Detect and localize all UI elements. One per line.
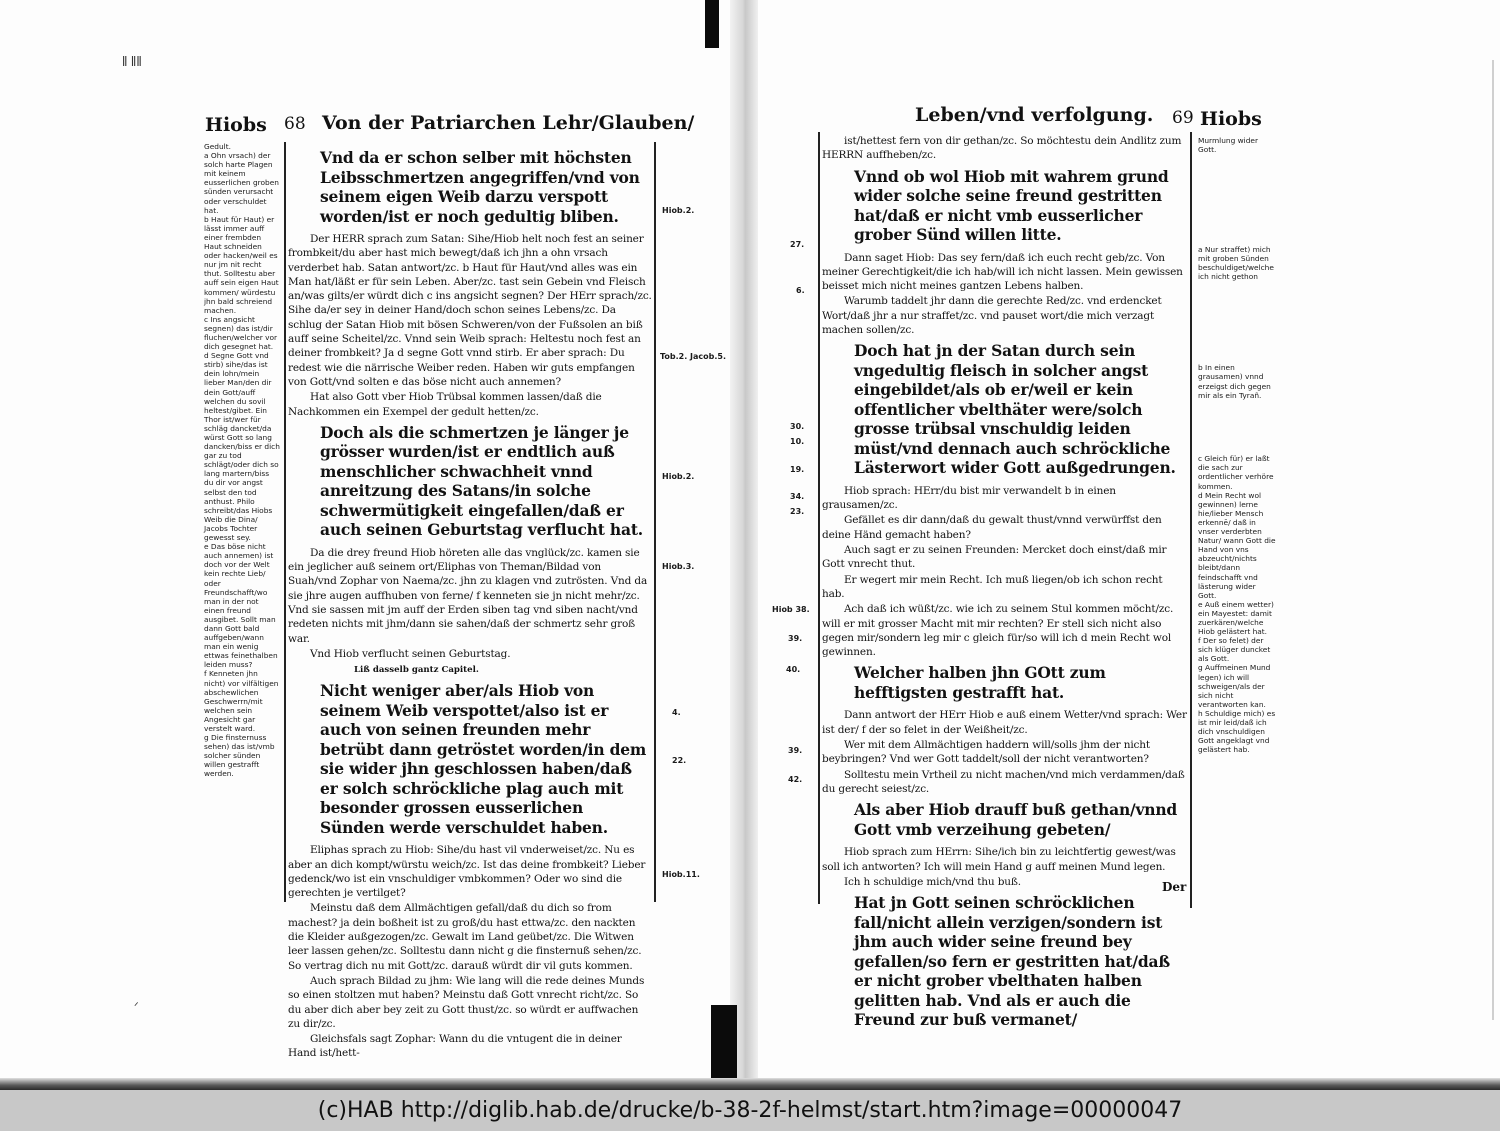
source-citation-bar xyxy=(0,1090,1500,1131)
body-paragraph: Der HERR sprach zum Satan: Sihe/Hiob helt noch fest an seiner frombkeit/du aber hast mich bewegt/daß ich jhn a ohn vrsach verderbet hab. Satan antwort/zc. b Haut für Haut/vnd alles was ein Man hat/läßt er für sein Leben. Aber/zc. tast sein Gebein vnd Fleisch an/was gilts/er würdt dich c ins angsicht segnen? Der HErr sprach/zc. Sihe da/er sey in deiner Hand/doch schon seines Lebens/zc. Da schlug der Satan Hiob mit bösen Schweren/von der Fußsolen an biß auff seine Scheitel/zc. Vnnd sein Weib sprach: Heltestu noch fest an deiner frombkeit? Ja d segne Gott vnnd stirb. Er aber sprach: Du redest wie die närrische Weiber reden. Haben wir guts empfangen von Gott/vnd solten e das böse nicht auch annemen? xyxy=(288,233,652,388)
right-reference: 40. xyxy=(786,665,801,674)
right-reference: 6. xyxy=(796,286,805,295)
right-side-title: Hiobs xyxy=(1200,108,1262,130)
body-paragraph: Dann saget Hiob: Das sey fern/daß ich euch recht geb/zc. Von meiner Gerechtigkeit/die ich hab/will ich nicht lassen. Mein gewissen beisset mich nicht meines gantzen Lebens halben. xyxy=(822,251,1183,293)
gutter-ink-blot-bottom xyxy=(711,1005,737,1080)
body-paragraph: Auch sagt er zu seinen Freunden: Mercket doch einst/daß mir Gott vnrecht thut. xyxy=(822,544,1167,571)
summary-paragraph: Als aber Hiob drauff buß gethan/vnnd Gott vmb verzeihung gebeten/ xyxy=(854,800,1178,839)
body-paragraph: Wer mit dem Allmächtigen haddern will/solls jhm der nicht beybringen? Vnd wer Gott taddelt/soll der nicht verantworten? xyxy=(822,739,1150,766)
body-paragraph: Warumb taddelt jhr dann die gerechte Red/zc. vnd erdencket Wort/daß jhr a nur straffet/zc. vnd pauset wort/die mich verzagt machen sollen/zc. xyxy=(822,295,1162,337)
summary-paragraph: Hat jn Gott seinen schröcklichen fall/nicht allein verzigen/sondern ist jhm auch wider seine freund bey gefallen/so fern er gestritten hat/daß er nicht grober vbelthaten halben gelitten hab. Vnd als er auch die Freund zur buß vermanet/ xyxy=(854,893,1170,1030)
left-reference: Hiob.3. xyxy=(662,562,695,571)
left-body-text xyxy=(288,144,652,1060)
right-reference: 10. xyxy=(790,437,805,446)
right-reference: 30. xyxy=(790,422,805,431)
summary-paragraph: Vnnd ob wol Hiob mit wahrem grund wider solche seine freund gestritten hat/daß er nicht vmb eusserlicher grober Sünd willen litte. xyxy=(854,166,1169,245)
summary-paragraph: Vnd da er schon selber mit höchsten Leibsschmertzen angegriffen/vnd von seinem eigen Weib darzu verspott worden/ist er noch gedultig bliben. xyxy=(320,148,640,226)
right-reference: Hiob 38. xyxy=(772,605,810,614)
body-paragraph: Ich h schuldige mich/vnd thu buß. xyxy=(844,875,1021,888)
left-reference-rule xyxy=(654,142,656,902)
body-paragraph: Gefället es dir dann/daß du gewalt thust/vnnd verwürffst den deine Händ gemacht haben? xyxy=(822,514,1162,541)
right-reference-rule xyxy=(818,132,820,904)
right-reference: 42. xyxy=(788,775,803,784)
scan-bottom-edge xyxy=(0,1078,1500,1090)
left-margin-rule xyxy=(284,142,286,902)
left-page-number: 68 xyxy=(284,114,306,134)
left-reference: Hiob.11. xyxy=(662,870,700,879)
right-reference: 23. xyxy=(790,507,805,516)
body-paragraph: Da die drey freund Hiob höreten alle das vnglück/zc. kamen sie ein jeglicher auß seinem ort/Eliphas von Theman/Bildad von Suah/vnd Zophar von Naema/zc. jhn zu klagen vnd zutrösten. Vnd da sie jhre augen auffhuben von ferne/ f kenneten sie jn nicht mehr/zc. Vnd sie sassen mit jm auff der Erden siben tag vnd siben nacht/vnd redeten nichts mit jhm/dann sie sahen/daß der schmertz sehr groß war. xyxy=(288,546,648,645)
edge-mark-bottom-left: ᐟ xyxy=(134,1000,139,1013)
body-paragraph: Dann antwort der HErr Hiob e auß einem Wetter/vnd sprach: Wer ist der/ f der so felet in der Weißheit/zc. xyxy=(822,709,1187,736)
left-reference: 22. xyxy=(672,756,687,765)
right-reference: 39. xyxy=(788,746,803,755)
body-paragraph: Eliphas sprach zu Hiob: Sihe/du hast vil vnderweiset/zc. Nu es aber an dich kompt/würstu weich/zc. Ist das deine frombkeit? Lieber gedenck/wo ist ein vnschuldiger vmbkommen? Oder wo sind die gerechten je vertilget? xyxy=(288,844,646,900)
edge-mark-top-left: ǁ ǁǁ xyxy=(122,54,142,67)
body-paragraph: Gleichsfals sagt Zophar: Wann du die vntugent die in deiner Hand ist/hett- xyxy=(288,1033,622,1060)
left-reference: Tob.2. Jacob.5. xyxy=(660,352,727,361)
right-reference: 27. xyxy=(790,240,805,249)
catchword: Der xyxy=(1162,880,1187,894)
left-reference: Hiob.2. xyxy=(662,472,695,481)
right-page-edge xyxy=(1492,60,1494,1020)
left-margin-notes: Gedult. a Ohn vrsach) der solch harte Plagen mit keinem eusserlichen groben sünden verursacht oder verschuldet hat. b Haut für Haut) er lässt immer auff einer frembden Haut schneiden oder hacken/weil es nur jm nit recht thut. Solltestu aber auff sein eigen Haut kommen/ würdestu jhn bald schreiend machen. c Ins angsicht segnen) das ist/dir fluchen/welcher vor dich gesegnet hat. d Segne Gott vnd stirb) sihe/das ist dein lohn/mein lieber Man/den dir dein Gott/auff welchen du sovil heltest/gibet. Ein Thor ist/wer für schläg dancket/da würst Gott so lang dancken/biss er dich gar zu tod schlägt/oder dich so lang martern/biss du dir vor angst selbst den tod anthust. Philo schreibt/das Hiobs Weib die Dina/ Jacobs Tochter gewesst sey. e Das böse nicht auch annemen) ist doch vor der Welt kein rechte Lieb/ oder Freundschafft/wo man in der not einen freund ausgibet. Sollt man dann Gott bald auffgeben/wann man ein wenig ettwas feinethalben leiden muss? f Kenneten jhn nicht) vor vilfältigen abschewlichen Geschwerrn/mit welchen sein Angesicht gar verstelt ward. g Die finsternuss sehen) das ist/vmb solcher sünden willen gestrafft werden. xyxy=(204,142,280,779)
right-reference: 34. xyxy=(790,492,805,501)
body-paragraph: Ach daß ich wüßt/zc. wie ich zu seinem Stul kommen möcht/zc. will er mit grosser Macht mit mir rechten? Er stell sich nicht also gegen mir/sondern leg mir c gleich für/so will ich d mein Recht wol gewinnen. xyxy=(822,603,1174,659)
body-paragraph: ist/hettest fern von dir gethan/zc. So möchtestu dein Andlitz zum HERRN auffheben/zc. xyxy=(822,135,1182,162)
body-paragraph: Auch sprach Bildad zu jhm: Wie lang will die rede deines Munds so einen stoltzen mut haben? Meinstu daß Gott vnrecht richt/zc. So du aber dich aber bey zeit zu Gott thust/zc. so würdt er auffwachen zu dir/zc. xyxy=(288,974,645,1030)
left-reference: Hiob.2. xyxy=(662,206,695,215)
summary-paragraph: Doch hat jn der Satan durch sein vngedultig fleisch in solcher angst eingebildet/als ob er/weil er kein offentlicher vbelthäter were/solch grosse trübsal vnschuldig leiden müst/vnd dennach auch schröckliche Lästerwort wider Gott außgedrungen. xyxy=(854,341,1176,478)
body-paragraph: Meinstu daß dem Allmächtigen gefall/daß du dich so from machest? ja dein boßheit ist zu groß/du hast ettwa/zc. den nackten die Kleider außgezogen/zc. Gewalt im Land geübet/zc. Die Witwen leer lassen gehen/zc. Solltestu dann nicht g die finsternuß sehen/zc. So vertrag dich nu mit Gott/zc. darauß würdt dir vil guts kommen. xyxy=(288,902,642,972)
summary-paragraph: Nicht weniger aber/als Hiob von seinem Weib verspottet/also ist er auch von seinen freunden mehr betrübt dann getröstet worden/in dem sie wider jhn geschlossen haben/daß er solch schröckliche plag auch mit besonder grossen eusserlichen Sünden werde verschuldet haben. xyxy=(320,681,647,837)
right-margin-notes: Murmlung wider Gott. a Nur straffet) mich mit groben Sünden beschuldiget/welche ich nicht gethon b In einen grausamen) vnnd erzeigst dich gegen mir als ein Tyrañ. c Gleich für) er laßt die sach zur ordentlicher verhöre kommen. d Mein Recht wol gewinnen) lerne hie/lieber Mensch erkennē/ daß in vnser verderbten Natur/ wann Gott die Hand von vns abzeucht/nichts bleibt/dann feindschafft vnd lästerung wider Gott. e Auß einem wetter) ein Mayestet: damit zuerkären/welche Hiob gelästert hat. f Der so felet) der sich klüger duncket als Gott. g Auffmeinen Mund legen) ich will schweigen/als der sich nicht verantworten kan. h Schuldige mich) es ist mir leid/daß ich dich vnschuldigen Gott angeklagt vnd gelästert hab. xyxy=(1198,136,1276,755)
source-citation-text: (c)HAB http://diglib.hab.de/drucke/b-38-2f-helmst/start.htm?image=00000047 xyxy=(317,1098,1183,1123)
summary-paragraph: Doch als die schmertzen je länger je grösser wurden/ist er endtlich auß menschlicher schwachheit vnnd anreitzung des Satans/in solche schwermütigkeit eingefallen/daß er auch seinen Geburtstag verflucht hat. xyxy=(320,422,643,540)
body-paragraph: Solltestu mein Vrtheil zu nicht machen/vnd mich verdammen/daß du gerecht seiest/zc. xyxy=(822,768,1185,795)
right-reference: 19. xyxy=(790,465,805,474)
body-paragraph: Hiob sprach zum HErrn: Sihe/ich bin zu leichtfertig gewest/was soll ich antworten? Ich will mein Hand g auff meinen Mund legen. xyxy=(822,846,1176,873)
gutter-ink-blot-top xyxy=(705,0,719,48)
body-paragraph: Er wegert mir mein Recht. Ich muß liegen/ob ich schon recht hab. xyxy=(822,573,1163,600)
right-running-title: Leben/vnd verfolgung. xyxy=(915,104,1154,126)
right-body-text xyxy=(822,134,1188,1030)
body-paragraph: Hiob sprach: HErr/du bist mir verwandelt b in einen grausamen/zc. xyxy=(822,484,1116,512)
right-reference: 39. xyxy=(788,634,803,643)
left-running-title: Von der Patriarchen Lehr/Glauben/ xyxy=(322,112,695,134)
book-gutter xyxy=(730,0,758,1090)
right-page-number: 69 xyxy=(1172,108,1194,128)
left-side-title: Hiobs xyxy=(205,114,267,136)
body-paragraph: Vnd Hiob verflucht seinen Geburtstag. xyxy=(310,647,511,660)
right-margin-rule xyxy=(1190,132,1192,908)
section-note: Liß dasselb gantz Capitel. xyxy=(354,665,479,676)
left-reference: 4. xyxy=(672,708,681,717)
summary-paragraph: Welcher halben jhn GOtt zum hefftigsten gestrafft hat. xyxy=(854,663,1106,702)
body-paragraph: Hat also Gott vber Hiob Trübsal kommen lassen/daß die Nachkommen ein Exempel der gedult hetten/zc. xyxy=(288,391,602,418)
